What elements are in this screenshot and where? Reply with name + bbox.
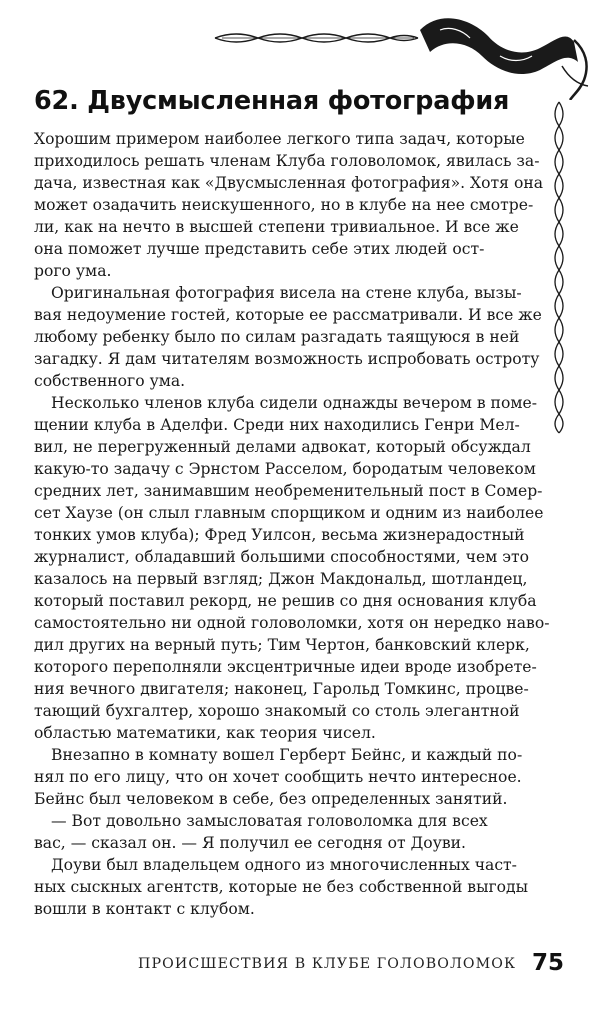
text-line: она поможет лучше представить себе этих людей ост- — [34, 240, 485, 258]
text-line: сет Хаузе (он слыл главным спорщиком и одним из наиболее — [34, 504, 544, 522]
text-line: Бейнс был человеком в себе, без определенных занятий. — [34, 790, 508, 808]
text-line: Внезапно в комнату вошел Герберт Бейнс, и каждый по- — [51, 746, 523, 764]
text-line: какую-то задачу с Эрнстом Расселом, бородатым человеком — [34, 460, 536, 478]
vertical-border-ornament-icon — [549, 100, 569, 435]
text-line: дача, известная как «Двусмысленная фотография». Хотя она — [34, 174, 544, 192]
paragraph-5 — [34, 810, 534, 854]
text-line: рого ума. — [34, 262, 112, 280]
paragraph-1 — [34, 128, 544, 282]
text-line: нял по его лицу, что он хочет сообщить нечто интересное. — [34, 768, 522, 786]
paragraph-3 — [34, 392, 550, 744]
text-line: Доуви был владельцем одного из многочисленных част- — [51, 856, 517, 874]
text-line: ных сыскных агентств, которые не без собственной выгоды — [34, 878, 529, 896]
text-line: средних лет, занимавшим необременительный пост в Сомер- — [34, 482, 543, 500]
text-line: тающий бухгалтер, хорошо знакомый со столь элегантной — [34, 702, 520, 720]
text-line: Несколько членов клуба сидели однажды вечером в поме- — [51, 394, 537, 412]
text-line: ли, как на нечто в высшей степени тривиальное. И все же — [34, 218, 519, 236]
body-text — [34, 128, 550, 920]
text-line: дил других на верный путь; Тим Чертон, банковский клерк, — [34, 636, 530, 654]
text-line: вая недоумение гостей, которые ее рассматривали. И все же — [34, 306, 542, 324]
text-line: казалось на первый взгляд; Джон Макдональд, шотландец, — [34, 570, 528, 588]
text-line: областью математики, как теория чисел. — [34, 724, 376, 742]
text-line: журналист, обладавший большими способностями, чем это — [34, 548, 530, 566]
text-line: Оригинальная фотография висела на стене клуба, вызы- — [51, 284, 522, 302]
ribbon-ornament-icon — [0, 0, 600, 100]
text-line: — Вот довольно замысловатая головоломка для всех — [51, 812, 488, 830]
text-line: вас, — сказал он. — Я получил ее сегодня от Доуви. — [34, 834, 467, 852]
running-footer: ПРОИСШЕСТВИЯ В КЛУБЕ ГОЛОВОЛОМОК — [138, 956, 517, 972]
text-line: вил, не перегруженный делами адвокат, который обсуждал — [34, 438, 531, 456]
text-line: тонких умов клуба); Фред Уилсон, весьма жизнерадостный — [34, 526, 525, 544]
text-line: вошли в контакт с клубом. — [34, 900, 255, 918]
text-line: Хорошим примером наиболее легкого типа задач, которые — [34, 130, 525, 148]
text-line: который поставил рекорд, не решив со дня основания клуба — [34, 592, 537, 610]
text-line: приходилось решать членам Клуба головоломок, явилась за- — [34, 152, 540, 170]
text-line: собственного ума. — [34, 372, 186, 390]
text-line: ния вечного двигателя; наконец, Гарольд Томкинс, процве- — [34, 680, 529, 698]
text-line: самостоятельно ни одной головоломки, хотя он нередко наво- — [34, 614, 550, 632]
section-heading: 62. Двусмысленная фотография — [34, 86, 510, 116]
paragraph-6 — [34, 854, 534, 920]
paragraph-4 — [34, 744, 534, 810]
text-line: может озадачить неискушенного, но в клубе на нее смотре- — [34, 196, 534, 214]
page-number: 75 — [532, 950, 565, 976]
text-line: любому ребенку было по силам разгадать таящуюся в ней — [34, 328, 520, 346]
text-line: которого переполняли эксцентричные идеи вроде изобрете- — [34, 658, 537, 676]
paragraph-2 — [34, 282, 542, 392]
text-line: загадку. Я дам читателям возможность испробовать остроту — [34, 350, 540, 368]
text-line: щении клуба в Аделфи. Среди них находились Генри Мел- — [34, 416, 520, 434]
